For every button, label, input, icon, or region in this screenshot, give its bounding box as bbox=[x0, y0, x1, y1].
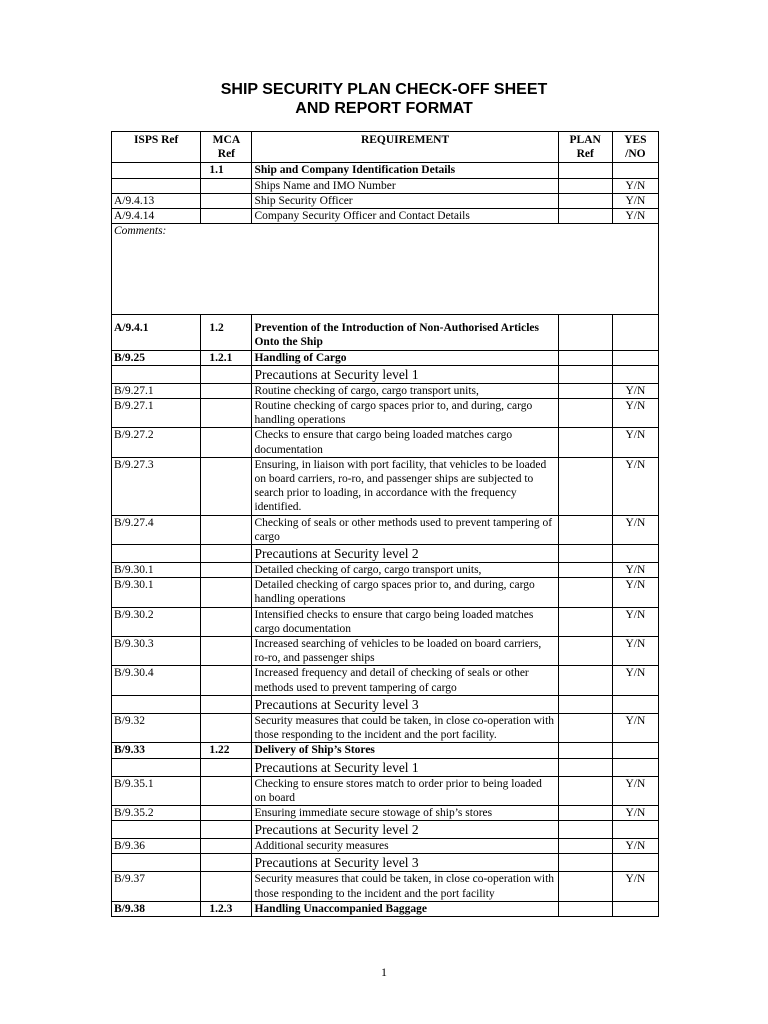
plan-ref-cell bbox=[558, 428, 612, 457]
header-requirement: REQUIREMENT bbox=[252, 132, 558, 163]
table-row bbox=[112, 805, 659, 820]
mca-ref-cell bbox=[201, 578, 252, 607]
security-level-row bbox=[112, 758, 659, 776]
yes-no-cell bbox=[612, 743, 658, 758]
yes-no-cell: Y/N bbox=[612, 637, 658, 666]
isps-ref-cell: B/9.27.3 bbox=[112, 457, 201, 515]
table-row bbox=[112, 209, 659, 224]
requirement-cell: Handling of Cargo bbox=[252, 350, 558, 365]
plan-ref-cell bbox=[558, 637, 612, 666]
requirement-cell: Checking of seals or other methods used to prevent tampering of cargo bbox=[252, 515, 558, 544]
requirement-cell: Precautions at Security level 3 bbox=[252, 854, 558, 872]
table-row bbox=[112, 315, 659, 350]
yes-no-cell: Y/N bbox=[612, 383, 658, 398]
isps-ref-cell: B/9.36 bbox=[112, 839, 201, 854]
mca-ref-cell bbox=[201, 821, 252, 839]
plan-ref-cell bbox=[558, 178, 612, 193]
requirement-cell: Prevention of the Introduction of Non-Authorised Articles Onto the Ship bbox=[252, 315, 558, 350]
requirement-cell: Detailed checking of cargo, cargo transport units, bbox=[252, 563, 558, 578]
mca-ref-cell bbox=[201, 713, 252, 742]
yes-no-cell: Y/N bbox=[612, 776, 658, 805]
requirement-cell: Delivery of Ship’s Stores bbox=[252, 743, 558, 758]
mca-ref-cell bbox=[201, 805, 252, 820]
yes-no-cell: Y/N bbox=[612, 607, 658, 636]
mca-ref-cell bbox=[201, 607, 252, 636]
isps-ref-cell: B/9.35.2 bbox=[112, 805, 201, 820]
isps-ref-cell: B/9.38 bbox=[112, 901, 201, 916]
yes-no-cell bbox=[612, 821, 658, 839]
table-row bbox=[112, 713, 659, 742]
mca-ref-cell: 1.1 bbox=[201, 163, 252, 178]
yes-no-cell: Y/N bbox=[612, 563, 658, 578]
isps-ref-cell: B/9.33 bbox=[112, 743, 201, 758]
table-row bbox=[112, 350, 659, 365]
requirement-cell: Ships Name and IMO Number bbox=[252, 178, 558, 193]
plan-ref-cell bbox=[558, 854, 612, 872]
mca-ref-cell bbox=[201, 666, 252, 695]
requirement-cell: Intensified checks to ensure that cargo being loaded matches cargo documentation bbox=[252, 607, 558, 636]
table-row bbox=[112, 457, 659, 515]
table-row bbox=[112, 515, 659, 544]
isps-ref-cell bbox=[112, 163, 201, 178]
table-row bbox=[112, 743, 659, 758]
table-row bbox=[112, 901, 659, 916]
header-isps-ref: ISPS Ref bbox=[112, 132, 201, 163]
yes-no-cell: Y/N bbox=[612, 805, 658, 820]
mca-ref-cell bbox=[201, 839, 252, 854]
mca-ref-cell bbox=[201, 457, 252, 515]
security-level-row bbox=[112, 545, 659, 563]
plan-ref-cell bbox=[558, 457, 612, 515]
isps-ref-cell bbox=[112, 365, 201, 383]
security-level-row bbox=[112, 854, 659, 872]
isps-ref-cell bbox=[112, 821, 201, 839]
isps-ref-cell: B/9.30.4 bbox=[112, 666, 201, 695]
requirement-cell: Precautions at Security level 1 bbox=[252, 758, 558, 776]
plan-ref-cell bbox=[558, 713, 612, 742]
document-title-line1: SHIP SECURITY PLAN CHECK-OFF SHEET bbox=[220, 81, 548, 98]
plan-ref-cell bbox=[558, 607, 612, 636]
mca-ref-cell: 1.2 bbox=[201, 315, 252, 350]
document-title-line2: AND REPORT FORMAT bbox=[295, 100, 473, 117]
yes-no-cell: Y/N bbox=[612, 872, 658, 901]
header-plan-ref: PLAN Ref bbox=[558, 132, 612, 163]
requirement-cell: Detailed checking of cargo spaces prior to, and during, cargo handling operations bbox=[252, 578, 558, 607]
yes-no-cell: Y/N bbox=[612, 839, 658, 854]
requirement-cell: Precautions at Security level 2 bbox=[252, 545, 558, 563]
yes-no-cell: Y/N bbox=[612, 666, 658, 695]
requirement-cell: Routine checking of cargo spaces prior to, and during, cargo handling operations bbox=[252, 399, 558, 428]
mca-ref-cell bbox=[201, 515, 252, 544]
requirement-cell: Precautions at Security level 3 bbox=[252, 695, 558, 713]
yes-no-cell: Y/N bbox=[612, 713, 658, 742]
mca-ref-cell bbox=[201, 776, 252, 805]
mca-ref-cell: 1.2.3 bbox=[201, 901, 252, 916]
table-row bbox=[112, 428, 659, 457]
plan-ref-cell bbox=[558, 695, 612, 713]
plan-ref-cell bbox=[558, 163, 612, 178]
yes-no-cell: Y/N bbox=[612, 399, 658, 428]
yes-no-cell bbox=[612, 758, 658, 776]
plan-ref-cell bbox=[558, 839, 612, 854]
requirement-cell: Ensuring immediate secure stowage of ship’s stores bbox=[252, 805, 558, 820]
mca-ref-cell: 1.22 bbox=[201, 743, 252, 758]
plan-ref-cell bbox=[558, 901, 612, 916]
isps-ref-cell: B/9.35.1 bbox=[112, 776, 201, 805]
table-row bbox=[112, 563, 659, 578]
mca-ref-cell bbox=[201, 758, 252, 776]
mca-ref-cell bbox=[201, 365, 252, 383]
yes-no-cell bbox=[612, 350, 658, 365]
yes-no-cell: Y/N bbox=[612, 178, 658, 193]
yes-no-cell bbox=[612, 901, 658, 916]
mca-ref-cell: 1.2.1 bbox=[201, 350, 252, 365]
plan-ref-cell bbox=[558, 399, 612, 428]
plan-ref-cell bbox=[558, 776, 612, 805]
mca-ref-cell bbox=[201, 545, 252, 563]
plan-ref-cell bbox=[558, 563, 612, 578]
mca-ref-cell bbox=[201, 854, 252, 872]
requirement-cell: Precautions at Security level 2 bbox=[252, 821, 558, 839]
plan-ref-cell bbox=[558, 821, 612, 839]
yes-no-cell bbox=[612, 315, 658, 350]
isps-ref-cell: B/9.30.3 bbox=[112, 637, 201, 666]
yes-no-cell: Y/N bbox=[612, 515, 658, 544]
yes-no-cell: Y/N bbox=[612, 457, 658, 515]
isps-ref-cell: B/9.30.1 bbox=[112, 578, 201, 607]
requirement-cell: Ensuring, in liaison with port facility, that vehicles to be loaded on board carriers, ro-ro, and passenger ships are subjected to search prior to loading, in accordance with the frequency identified. bbox=[252, 457, 558, 515]
table-row bbox=[112, 839, 659, 854]
plan-ref-cell bbox=[558, 193, 612, 208]
table-header-row bbox=[112, 132, 659, 163]
plan-ref-cell bbox=[558, 365, 612, 383]
header-yes-no: YES /NO bbox=[612, 132, 658, 163]
isps-ref-cell: B/9.27.1 bbox=[112, 383, 201, 398]
mca-ref-cell bbox=[201, 383, 252, 398]
requirement-cell: Ship Security Officer bbox=[252, 193, 558, 208]
table-row bbox=[112, 607, 659, 636]
requirement-cell: Increased frequency and detail of checking of seals or other methods used to prevent tampering of cargo bbox=[252, 666, 558, 695]
plan-ref-cell bbox=[558, 315, 612, 350]
plan-ref-cell bbox=[558, 515, 612, 544]
table-row bbox=[112, 383, 659, 398]
plan-ref-cell bbox=[558, 805, 612, 820]
requirement-cell: Handling Unaccompanied Baggage bbox=[252, 901, 558, 916]
isps-ref-cell: B/9.30.1 bbox=[112, 563, 201, 578]
comments-row bbox=[112, 224, 659, 315]
header-mca-ref: MCA Ref bbox=[201, 132, 252, 163]
isps-ref-cell: A/9.4.14 bbox=[112, 209, 201, 224]
mca-ref-cell bbox=[201, 428, 252, 457]
requirement-cell: Additional security measures bbox=[252, 839, 558, 854]
table-row bbox=[112, 178, 659, 193]
yes-no-cell bbox=[612, 695, 658, 713]
plan-ref-cell bbox=[558, 872, 612, 901]
isps-ref-cell: B/9.37 bbox=[112, 872, 201, 901]
mca-ref-cell bbox=[201, 637, 252, 666]
isps-ref-cell: B/9.27.1 bbox=[112, 399, 201, 428]
yes-no-cell: Y/N bbox=[612, 209, 658, 224]
checkoff-table bbox=[111, 131, 659, 917]
security-level-row bbox=[112, 365, 659, 383]
comments-cell: Comments: bbox=[112, 224, 659, 315]
security-level-row bbox=[112, 695, 659, 713]
plan-ref-cell bbox=[558, 758, 612, 776]
mca-ref-cell bbox=[201, 193, 252, 208]
page-number: 1 bbox=[381, 965, 387, 979]
isps-ref-cell bbox=[112, 854, 201, 872]
isps-ref-cell: B/9.27.4 bbox=[112, 515, 201, 544]
isps-ref-cell bbox=[112, 695, 201, 713]
plan-ref-cell bbox=[558, 578, 612, 607]
yes-no-cell: Y/N bbox=[612, 578, 658, 607]
isps-ref-cell bbox=[112, 545, 201, 563]
plan-ref-cell bbox=[558, 350, 612, 365]
requirement-cell: Increased searching of vehicles to be loaded on board carriers, ro-ro, and passenger ships bbox=[252, 637, 558, 666]
security-level-row bbox=[112, 821, 659, 839]
requirement-cell: Checks to ensure that cargo being loaded matches cargo documentation bbox=[252, 428, 558, 457]
isps-ref-cell: A/9.4.1 bbox=[112, 315, 201, 350]
isps-ref-cell: A/9.4.13 bbox=[112, 193, 201, 208]
plan-ref-cell bbox=[558, 743, 612, 758]
requirement-cell: Security measures that could be taken, in close co-operation with those responding to the incident and the port facility bbox=[252, 872, 558, 901]
plan-ref-cell bbox=[558, 383, 612, 398]
yes-no-cell bbox=[612, 854, 658, 872]
plan-ref-cell bbox=[558, 666, 612, 695]
yes-no-cell bbox=[612, 365, 658, 383]
isps-ref-cell: B/9.30.2 bbox=[112, 607, 201, 636]
mca-ref-cell bbox=[201, 872, 252, 901]
requirement-cell: Checking to ensure stores match to order prior to being loaded on board bbox=[252, 776, 558, 805]
mca-ref-cell bbox=[201, 209, 252, 224]
requirement-cell: Ship and Company Identification Details bbox=[252, 163, 558, 178]
isps-ref-cell bbox=[112, 758, 201, 776]
table-row bbox=[112, 578, 659, 607]
requirement-cell: Company Security Officer and Contact Details bbox=[252, 209, 558, 224]
table-row bbox=[112, 776, 659, 805]
yes-no-cell bbox=[612, 163, 658, 178]
mca-ref-cell bbox=[201, 399, 252, 428]
requirement-cell: Security measures that could be taken, in close co-operation with those responding to the incident and the port facility. bbox=[252, 713, 558, 742]
table-row bbox=[112, 163, 659, 178]
yes-no-cell: Y/N bbox=[612, 428, 658, 457]
table-row bbox=[112, 399, 659, 428]
plan-ref-cell bbox=[558, 209, 612, 224]
isps-ref-cell bbox=[112, 178, 201, 193]
isps-ref-cell: B/9.32 bbox=[112, 713, 201, 742]
mca-ref-cell bbox=[201, 695, 252, 713]
table-row bbox=[112, 666, 659, 695]
isps-ref-cell: B/9.25 bbox=[112, 350, 201, 365]
yes-no-cell: Y/N bbox=[612, 193, 658, 208]
yes-no-cell bbox=[612, 545, 658, 563]
mca-ref-cell bbox=[201, 178, 252, 193]
mca-ref-cell bbox=[201, 563, 252, 578]
requirement-cell: Precautions at Security level 1 bbox=[252, 365, 558, 383]
requirement-cell: Routine checking of cargo, cargo transport units, bbox=[252, 383, 558, 398]
plan-ref-cell bbox=[558, 545, 612, 563]
table-row bbox=[112, 193, 659, 208]
table-row bbox=[112, 637, 659, 666]
table-row bbox=[112, 872, 659, 901]
isps-ref-cell: B/9.27.2 bbox=[112, 428, 201, 457]
